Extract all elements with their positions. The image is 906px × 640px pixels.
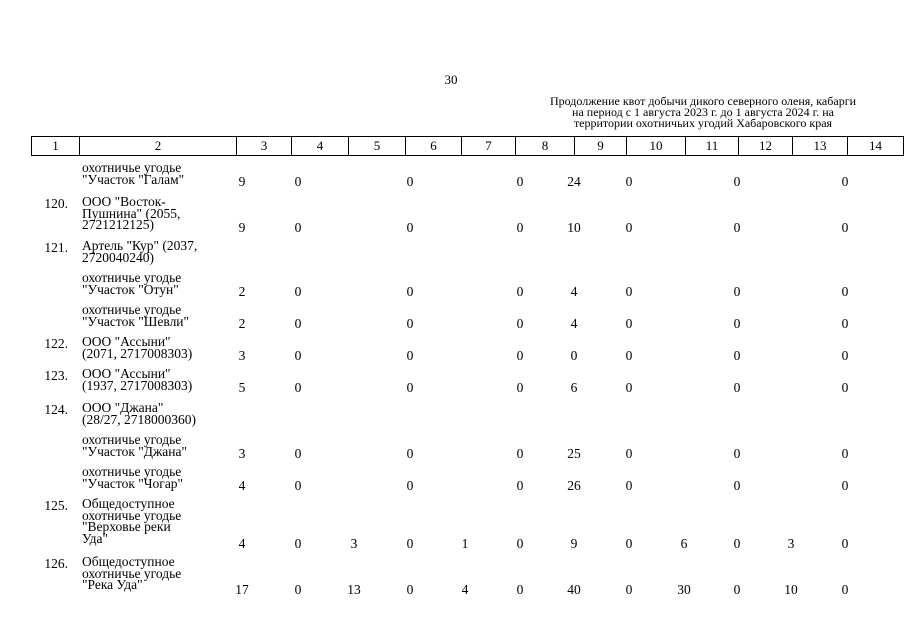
hunting-ground-name [82, 368, 222, 391]
name-line: (28/27, 2718000360) [82, 411, 196, 427]
quota-value-col-8: 0 [516, 220, 524, 235]
column-number: 2 [80, 137, 237, 156]
quota-value-col-8: 0 [516, 582, 524, 597]
name-line: "Участок "Галам" [82, 171, 185, 187]
name-line: 2720040240) [82, 249, 154, 265]
quota-value-col-13: 3 [787, 536, 795, 551]
quota-value-col-9: 9 [570, 536, 578, 551]
quota-value-col-10: 0 [625, 220, 633, 235]
name-line: "Верховье реки [82, 519, 171, 534]
quota-value-col-14: 0 [841, 536, 849, 551]
quota-value-col-12: 0 [733, 582, 741, 597]
quota-value-col-14: 0 [841, 174, 849, 189]
quota-value-col-4: 0 [294, 478, 302, 493]
quota-value-col-12: 0 [733, 220, 741, 235]
quota-value-col-4: 0 [294, 316, 302, 331]
quota-value-col-9: 25 [567, 446, 581, 461]
quota-value-col-3: 5 [238, 380, 246, 395]
quota-value-col-10: 0 [625, 316, 633, 331]
quota-value-col-8: 0 [516, 536, 524, 551]
quota-value-col-14: 0 [841, 316, 849, 331]
column-number: 10 [627, 137, 686, 156]
name-line: "Река Уда" [82, 577, 143, 592]
row-number: 122. [44, 336, 68, 351]
page-number: 30 [444, 72, 458, 87]
hunting-ground-name [82, 556, 222, 591]
quota-value-col-12: 0 [733, 380, 741, 395]
column-number: 6 [406, 137, 462, 156]
quota-value-col-6: 0 [406, 220, 414, 235]
quota-value-col-3: 2 [238, 284, 246, 299]
quota-value-col-8: 0 [516, 284, 524, 299]
name-line: Общедоступное [82, 554, 175, 569]
quota-value-col-4: 0 [294, 536, 302, 551]
name-line: (2071, 2717008303) [82, 345, 193, 361]
quota-value-col-9: 26 [567, 478, 581, 493]
hunting-ground-name [82, 466, 222, 489]
quota-value-col-8: 0 [516, 348, 524, 363]
quota-value-col-9: 10 [567, 220, 581, 235]
hunting-ground-name [82, 336, 222, 359]
quota-value-col-6: 0 [406, 284, 414, 299]
name-line: охотничье угодье [82, 565, 182, 581]
quota-value-col-6: 0 [406, 536, 414, 551]
quota-value-col-3: 3 [238, 348, 246, 363]
quota-value-col-4: 0 [294, 220, 302, 235]
column-number: 5 [349, 137, 406, 156]
quota-value-col-3: 4 [238, 536, 246, 551]
quota-value-col-7: 1 [461, 536, 469, 551]
quota-value-col-14: 0 [841, 348, 849, 363]
quota-value-col-9: 4 [570, 284, 578, 299]
hunting-ground-name [82, 196, 222, 231]
title-line-2: на период с 1 августа 2023 г. до 1 августа 2024 г. на [572, 105, 834, 119]
name-line: "Участок "Отун" [82, 281, 179, 297]
quota-value-col-6: 0 [406, 316, 414, 331]
name-line: ООО "Ассыни" [82, 334, 171, 349]
column-number: 14 [848, 137, 904, 156]
quota-value-col-10: 0 [625, 174, 633, 189]
table-continuation-title [520, 96, 886, 129]
quota-value-col-6: 0 [406, 348, 414, 363]
quota-value-col-4: 0 [294, 174, 302, 189]
quota-value-col-4: 0 [294, 446, 302, 461]
quota-value-col-11: 30 [677, 582, 691, 597]
quota-value-col-8: 0 [516, 380, 524, 395]
name-line: 2721212125) [82, 217, 154, 232]
name-line: Уда" [82, 530, 109, 546]
column-number: 4 [292, 137, 349, 156]
quota-value-col-3: 9 [238, 220, 246, 235]
hunting-ground-name [82, 434, 222, 457]
quota-value-col-9: 0 [570, 348, 578, 363]
quota-value-col-6: 0 [406, 446, 414, 461]
quota-value-col-10: 0 [625, 380, 633, 395]
quota-value-col-4: 0 [294, 348, 302, 363]
row-number: 123. [44, 368, 68, 383]
name-line: охотничье угодье [82, 160, 182, 175]
quota-value-col-9: 24 [567, 174, 581, 189]
quota-value-col-3: 3 [238, 446, 246, 461]
name-line: ООО "Джана" [82, 400, 164, 415]
quota-value-col-14: 0 [841, 284, 849, 299]
quota-value-col-10: 0 [625, 284, 633, 299]
hunting-ground-name [82, 498, 222, 544]
name-line: Артель "Кур" (2037, [82, 238, 198, 253]
quota-value-col-3: 4 [238, 478, 246, 493]
name-line: ООО "Ассыни" [82, 366, 171, 381]
quota-value-col-4: 0 [294, 284, 302, 299]
quota-value-col-9: 4 [570, 316, 578, 331]
name-line: "Участок "Чогар" [82, 475, 184, 491]
quota-value-col-12: 0 [733, 316, 741, 331]
quota-value-col-7: 4 [461, 582, 469, 597]
column-number: 11 [686, 137, 739, 156]
quota-value-col-9: 40 [567, 582, 581, 597]
quota-value-col-14: 0 [841, 478, 849, 493]
column-number: 12 [739, 137, 793, 156]
quota-value-col-9: 6 [570, 380, 578, 395]
quota-value-col-5: 13 [347, 582, 361, 597]
quota-value-col-3: 9 [238, 174, 246, 189]
hunting-ground-name [82, 240, 222, 263]
name-line: охотничье угодье [82, 270, 182, 285]
quota-value-col-14: 0 [841, 582, 849, 597]
quota-value-col-3: 17 [235, 582, 249, 597]
quota-value-col-12: 0 [733, 478, 741, 493]
quota-value-col-4: 0 [294, 380, 302, 395]
column-number: 1 [32, 137, 80, 156]
name-line: ООО "Восток- [82, 194, 166, 209]
name-line: Общедоступное [82, 496, 175, 511]
quota-value-col-6: 0 [406, 582, 414, 597]
name-line: "Участок "Джана" [82, 443, 188, 459]
hunting-ground-name [82, 272, 222, 295]
quota-value-col-10: 0 [625, 446, 633, 461]
name-line: охотничье угодье [82, 432, 182, 447]
quota-value-col-6: 0 [406, 478, 414, 493]
quota-value-col-12: 0 [733, 446, 741, 461]
quota-value-col-11: 6 [680, 536, 688, 551]
name-line: "Участок "Шевли" [82, 313, 190, 329]
quota-value-col-12: 0 [733, 284, 741, 299]
quota-value-col-3: 2 [238, 316, 246, 331]
column-number-header [31, 136, 904, 156]
quota-value-col-8: 0 [516, 174, 524, 189]
quota-value-col-10: 0 [625, 348, 633, 363]
quota-value-col-13: 10 [784, 582, 798, 597]
column-number: 8 [516, 137, 575, 156]
name-line: Пушнина" (2055, [82, 205, 181, 221]
row-number: 121. [44, 240, 68, 255]
name-line: охотничье угодье [82, 507, 182, 523]
title-line-1: Продолжение квот добычи дикого северного оленя, кабарги [549, 94, 857, 108]
quota-value-col-6: 0 [406, 380, 414, 395]
quota-value-col-10: 0 [625, 536, 633, 551]
row-number: 126. [44, 556, 68, 571]
name-line: охотничье угодье [82, 302, 182, 317]
name-line: (1937, 2717008303) [82, 377, 193, 393]
quota-value-col-8: 0 [516, 478, 524, 493]
quota-value-col-12: 0 [733, 348, 741, 363]
quota-value-col-6: 0 [406, 174, 414, 189]
title-line-3: территории охотничьих угодий Хабаровского края [573, 116, 833, 130]
quota-value-col-4: 0 [294, 582, 302, 597]
quota-value-col-14: 0 [841, 446, 849, 461]
column-number: 9 [575, 137, 627, 156]
name-line: охотничье угодье [82, 464, 182, 479]
hunting-ground-name [82, 304, 222, 327]
row-number: 124. [44, 402, 68, 417]
quota-value-col-8: 0 [516, 316, 524, 331]
column-number: 3 [237, 137, 292, 156]
row-number: 125. [44, 498, 68, 513]
quota-value-col-12: 0 [733, 536, 741, 551]
quota-value-col-10: 0 [625, 478, 633, 493]
row-number: 120. [44, 196, 68, 211]
column-number: 13 [793, 137, 848, 156]
quota-value-col-5: 3 [350, 536, 358, 551]
column-number: 7 [462, 137, 516, 156]
quota-value-col-14: 0 [841, 220, 849, 235]
quota-value-col-14: 0 [841, 380, 849, 395]
hunting-ground-name [82, 162, 222, 185]
quota-value-col-12: 0 [733, 174, 741, 189]
quota-value-col-8: 0 [516, 446, 524, 461]
hunting-ground-name [82, 402, 222, 425]
quota-value-col-10: 0 [625, 582, 633, 597]
